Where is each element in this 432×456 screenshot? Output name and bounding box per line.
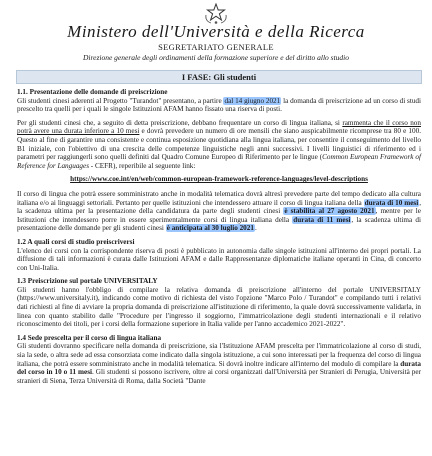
paragraph-corso-lingua xyxy=(17,119,421,171)
secretariat-label: SEGRETARIATO GENERALE xyxy=(158,42,274,52)
highlight-27-agosto: è stabilita al 27 agosto 2021 xyxy=(284,207,375,216)
highlight-11-mesi: durata di 11 mesi xyxy=(293,215,351,224)
highlight-30-luglio: è anticipata al 30 luglio 2021 xyxy=(166,224,254,233)
section-heading-1-2: 1.2 A quali corsi di studio preiscriversi xyxy=(17,237,135,246)
text-run: , la scadenza ultima di presentazione delle domande per gli studenti cinesi xyxy=(17,215,421,233)
highlight-date: dal 14 giugno 2021 xyxy=(224,96,281,105)
paragraph-corsi-studio: L'elenco dei corsi con la corrispondente riserva di posti è pubblicato in autonomia dalle singole istituzioni all'interno dei propri portali. La diffusione di tali informazioni è curata dalle Istituzioni AFAM e dalle Rappresentanze diplomatiche italiane operanti in Cina, di concerto con Uni-Italia. xyxy=(17,246,421,272)
section-heading-1-3: 1.3 Preiscrizione sul portale UNIVERSITALY xyxy=(17,277,158,286)
text-run: e dovrà prevedere un numero di ore mensili che siano auspicabilmente ricomprese tra 80 e 100. Questo al fine di garantire una consistente e continua esposizione quotidiana alla lingua italiana, per consentire il conseguimento del livello B1 iniziale, con l'obiettivo di una crescita delle competenze linguistiche negli anni successivi. I livelli linguistici di riferimento ed i parametri per raggiungerli sono quelli definiti dal Quadro Comune Europeo di Riferimento per le lingue ( xyxy=(17,127,421,162)
direction-label: Direzione generale degli ordinamenti della formazione superiore e del diritto allo studio xyxy=(82,53,349,62)
text-run: . Gli studenti si possono iscrivere, oltre ai corsi organizzati dall'Università per Stranieri di Perugia, Università per stranieri di Siena, Terza Università di Roma, dalla Società "Dante xyxy=(17,368,421,385)
text-run: - CEFR), reperibile al seguente link: xyxy=(89,161,196,170)
bold-durata: durata del corso in 10 o 11 mesi xyxy=(17,359,421,377)
cefr-link[interactable]: https://www.coe.int/en/web/common-european-framework-reference-languages/level-descriptions xyxy=(70,175,368,184)
text-run: . xyxy=(254,224,257,233)
section-heading-1-1: 1.1. Presentazione delle domande di preiscrizione xyxy=(17,88,168,96)
document-body xyxy=(17,88,421,390)
text-run: Il corso di lingua che potrà essere somministrato anche in modalità telematica dovrà altresì prevedere parte del tempo dedicato alla cultura italiana e/o ai linguaggi settoriali. Pertanto per quelle istituzioni che intendessero attuare il corso di lingua italiana della xyxy=(17,189,421,207)
highlight-10-mesi: durata di 10 mesi xyxy=(364,198,419,207)
text-run: , la scadenza ultima per la presentazione della candidatura da parte degli studenti cinesi xyxy=(17,198,421,216)
paragraph-preiscrizione xyxy=(17,97,421,114)
italic-cefr: Common European Framework of Reference for Languages xyxy=(17,153,421,170)
phase-heading: I FASE: Gli studenti xyxy=(16,70,422,84)
text-run: Per gli studenti cinesi che, a seguito di detta preiscrizione, debbano frequentare un corso di lingua italiana, si xyxy=(17,118,343,127)
paragraph-universitaly: Gli studenti hanno l'obbligo di compilare la relativa domanda di preiscrizione all'interno del portale UNIVERSITALY (https://www.universitaly.it), indicando come motivo di richiesta del visto l'opzione "Marco Polo / Turandot" e compilando tutti i relativi dati richiesti al fine di avviare la propria domanda di preiscrizione all'istituzione di riferimento, la quale dovrà successivamente validarla, in linea con quanto stabilito dalle "Procedure per l'ingresso il soggiorno, l'immatricolazione degli studenti internazionali e il relativo riconoscimento dei titoli, per i corsi della formazione superiore in Italia valide per l'anno accademico 2021-2022". xyxy=(17,285,421,329)
section-heading-1-4: 1.4 Sede prescelta per il corso di lingua italiana xyxy=(17,333,162,342)
text-run: , mentre per le Istituzioni che intendessero porre in essere sperimentalmente corsi di lingua italiana della xyxy=(17,207,421,224)
text-run: la domanda di preiscrizione ad un corso di studi prescelto tra quelli per i quali le singole Istituzioni AFAM hanno fissato una riserva di posti. xyxy=(17,96,422,114)
ministry-title: Ministero dell'Università e della Ricerca xyxy=(67,22,365,41)
underlined-duration: rammenta che il corso non potrà avere una durata inferiore a 10 mesi xyxy=(17,118,421,136)
paragraph-scadenze xyxy=(17,190,421,233)
paragraph-sede xyxy=(17,342,421,385)
text-run: Gli studenti cinesi aderenti al Progetto "Turandot" presentano, a partire xyxy=(17,96,224,105)
text-run: Gli studenti dovranno specificare nella domanda di preiscrizione, sia l'Istituzione AFAM prescelta per l'immatricolazione al corso di studi, sia la sede, o altra sede ad essa consorziata come indicato dalla singola istituzione, a cui sono interessati per la frequenza del corso di lingua italiana, che potrà essere somministrato anche in modalità telematica. Si dovrà inoltre indicare all'interno del modulo di compilare la xyxy=(17,342,421,368)
